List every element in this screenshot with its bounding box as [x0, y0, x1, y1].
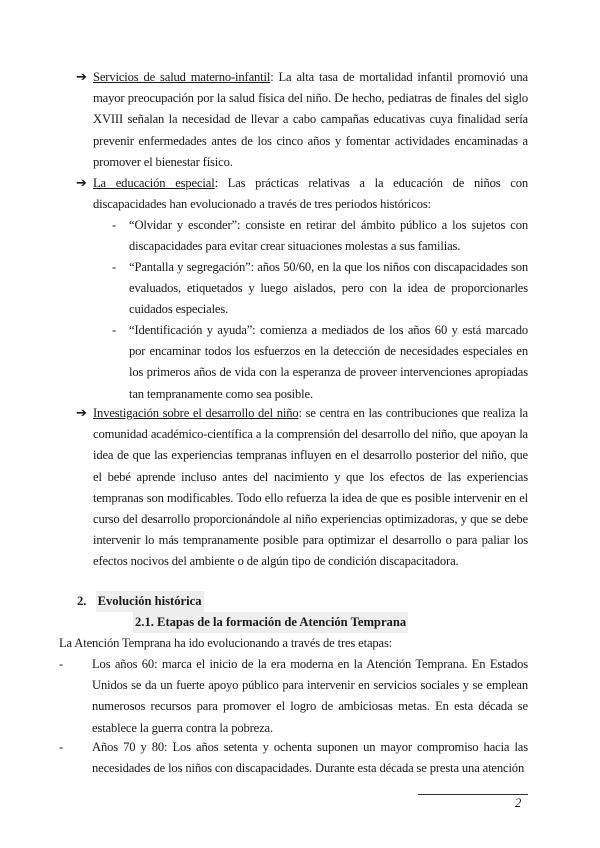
dash-bullet: - — [59, 657, 64, 671]
page-number: 2 — [515, 796, 522, 810]
subsection-title: 2.1. Etapas de la formación de Atención Temprana — [133, 612, 408, 633]
period-text: “Olvidar y esconder”: consiste en retirar del ámbito público a los sujetos con discapacidades para evitar crear situaciones molestas a sus familias. — [129, 218, 528, 254]
dash-bullet: - — [112, 218, 117, 232]
period-text: “Pantalla y segregación”: años 50/60, en la que los niños con discapacidades son evaluados, etiquetados y luego aislados, pero con la idea de proporcionarles cuidados especiales. — [129, 260, 528, 317]
section-intro: La Atención Temprana ha ido evolucionando a través de tres etapas: — [59, 636, 393, 650]
arrow-bullet-icon: ➔ — [76, 70, 87, 85]
bullet-text: : La alta tasa de mortalidad infantil promovió una mayor preocupación por la salud física del niño. De hecho, pediatras de finales del siglo XVIII señalan la necesidad de llevar a cabo campañas educativas cuya finalidad sería prevenir enfermedades antes de los cinco años y fomentar actividades encaminadas a promover el bienestar físico. — [93, 70, 528, 169]
dash-bullet: - — [112, 323, 117, 337]
arrow-bullet-icon: ➔ — [76, 406, 87, 421]
section-heading — [77, 591, 204, 612]
subsection-heading — [133, 612, 408, 633]
arrow-bullet-icon: ➔ — [76, 176, 87, 191]
stage-item — [59, 737, 528, 779]
footer-divider — [418, 794, 528, 795]
section-number: 2. — [77, 594, 87, 608]
bullet-title: La educación especial — [93, 176, 215, 190]
period-text: “Identificación y ayuda”: comienza a mediados de los años 60 y está marcado por encaminar todos los esfuerzos en la detección de necesidades especiales en los primeros años de vida con la esperanza de proveer intervenciones apropiadas tan tempranamente como sea posible. — [129, 323, 528, 401]
bullet-special-education — [76, 173, 528, 215]
stage-text: Años 70 y 80: Los años setenta y ochenta suponen un mayor compromiso hacia las necesidades de los niños con discapacidades. Durante esta década se presta una atención — [92, 740, 528, 776]
dash-bullet: - — [59, 740, 64, 754]
bullet-text: : Las prácticas relativas a la educación de niños con discapacidades han evolucionado a través de tres periodos históricos: — [93, 176, 528, 212]
dash-bullet: - — [112, 260, 117, 274]
bullet-child-development — [76, 403, 528, 573]
period-item — [112, 215, 528, 257]
section-title: Evolución histórica — [96, 591, 204, 612]
period-item — [112, 257, 528, 321]
bullet-title: Servicios de salud materno-infantil — [93, 70, 271, 84]
period-item — [112, 320, 528, 405]
bullet-text: : se centra en las contribuciones que realiza la comunidad académico-científica a la comprensión del desarrollo del niño, que apoyan la idea de que las experiencias tempranas influyen en el desarrollo posterior del niño, que el bebé aprende incluso antes del nacimiento y que los efectos de las experiencias tempranas son modificables. Todo ello refuerza la idea de que es posible intervenir en el curso del desarrollo proporcionándole al niño experiencias optimizadoras, y que se debe intervenir lo más tempranamente posible para optimizar el desarrollo o para paliar los efectos nocivos del ambiente o de algún tipo de condición discapacitadora. — [93, 406, 529, 569]
stage-text: Los años 60: marca el inicio de la era moderna en la Atención Temprana. En Estados Unidos se da un fuerte apoyo público para intervenir en servicios sociales y se emplean numerosos recursos para promover el logro de ambiciosas metas. En esta década se establece la guerra contra la pobreza. — [92, 657, 528, 735]
bullet-title: Investigación sobre el desarrollo del niño — [93, 406, 299, 420]
stage-item — [59, 654, 528, 739]
bullet-health-services — [76, 67, 528, 173]
